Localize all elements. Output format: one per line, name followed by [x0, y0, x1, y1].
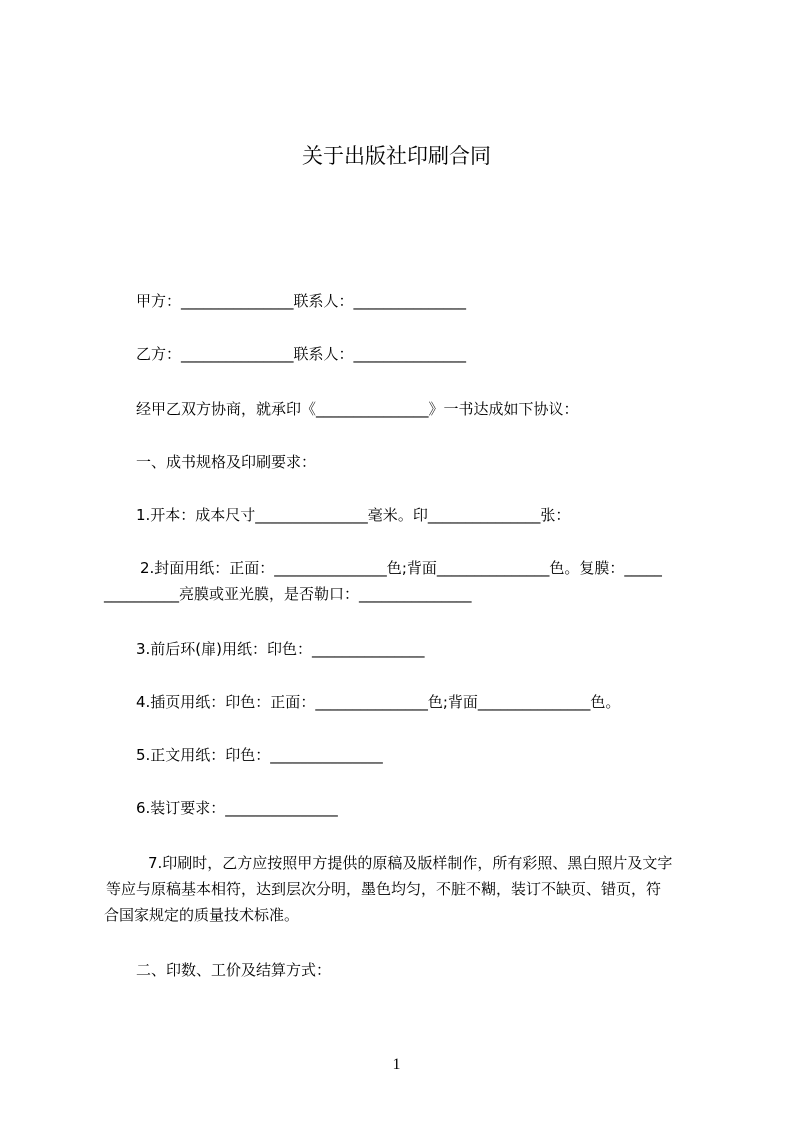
party-b-line: 乙方：_______________联系人：_______________	[136, 345, 467, 363]
clause-3: 3.前后环(扉)用纸：印色：_______________	[136, 640, 425, 658]
clause-2-cont: __________亮膜或亚光膜，是否勒口：_______________	[104, 585, 472, 603]
clause-4: 4.插页用纸：印色：正面：_______________色;背面_______________色。	[136, 693, 621, 711]
section-2-heading: 二、印数、工价及结算方式：	[136, 961, 332, 979]
clause-7-end: 合国家规定的质量技术标准。	[104, 906, 300, 924]
clause-7-cont: 等应与原稿基本相符，达到层次分明，墨色均匀，不脏不糊，装订不缺页、错页，符	[106, 880, 662, 898]
clause-7: 7.印刷时，乙方应按照甲方提供的原稿及版样制作，所有彩照、黑白照片及文字	[148, 854, 673, 872]
page-number: 1	[392, 1056, 401, 1073]
clause-5: 5.正文用纸：印色：_______________	[136, 746, 383, 764]
section-1-heading: 一、成书规格及印刷要求：	[136, 453, 317, 471]
clause-1: 1.开本：成本尺寸_______________毫米。印_______________张：	[136, 506, 571, 524]
party-a-line: 甲方：_______________联系人：_______________	[136, 292, 467, 310]
clause-6: 6.装订要求：_______________	[136, 799, 338, 817]
agreement-intro: 经甲乙双方协商，就承印《_______________》一书达成如下协议：	[136, 400, 579, 418]
clause-2: 2.封面用纸：正面：_______________色;背面_______________色。复膜：_____	[140, 559, 662, 577]
document-title: 关于出版社印刷合同	[302, 144, 491, 168]
